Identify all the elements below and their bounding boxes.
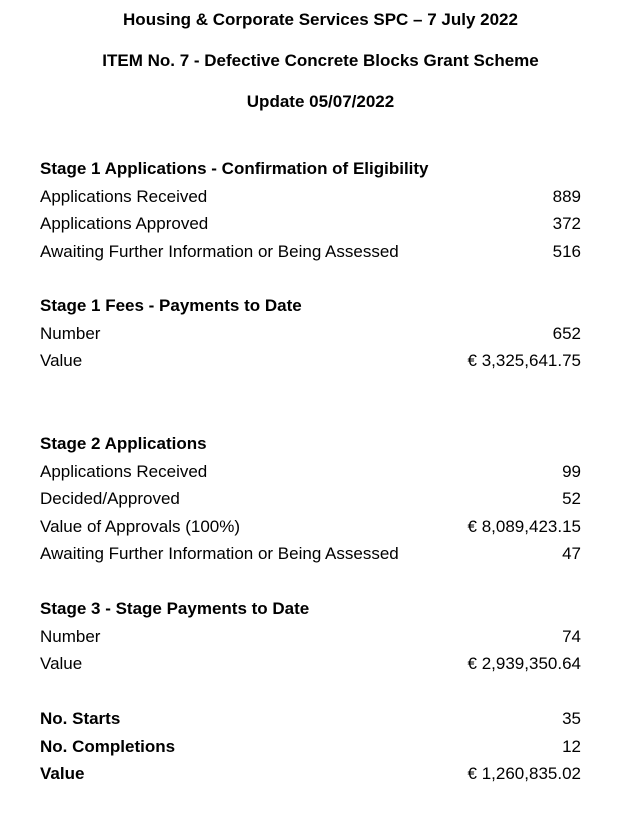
table-row — [40, 210, 581, 238]
row-value: € 1,260,835.02 — [467, 764, 581, 783]
stage1-fees-section — [40, 292, 581, 375]
row-value: 99 — [562, 461, 581, 481]
section-heading: Stage 1 Applications - Confirmation of Eligibility — [40, 159, 429, 178]
table-row — [40, 320, 581, 348]
row-label: Value of Approvals (100%) — [40, 516, 241, 536]
row-value: € 3,325,641.75 — [467, 351, 581, 370]
row-label: Applications Received — [40, 186, 208, 206]
row-value: 47 — [562, 544, 581, 563]
table-row — [40, 238, 581, 266]
row-value: € 2,939,350.64 — [467, 654, 581, 673]
update-date: Update 05/07/2022 — [246, 92, 395, 111]
row-value: 889 — [552, 186, 581, 206]
row-label: No. Starts — [40, 709, 121, 728]
row-label: Number — [40, 323, 101, 343]
item-title: ITEM No. 7 - Defective Concrete Blocks Grant Scheme — [102, 51, 539, 70]
row-value: 652 — [552, 323, 581, 343]
table-row — [40, 458, 581, 486]
row-value: 52 — [562, 489, 581, 508]
row-label: Awaiting Further Information or Being Assessed — [40, 241, 399, 261]
row-label: Awaiting Further Information or Being Assessed — [40, 544, 399, 563]
stage3-payments-section — [40, 595, 581, 678]
table-row — [40, 760, 581, 788]
section-heading: Stage 2 Applications — [40, 434, 207, 453]
row-label: Number — [40, 626, 101, 646]
row-value: 74 — [562, 626, 581, 646]
row-label: No. Completions — [40, 736, 176, 756]
table-row — [40, 623, 581, 651]
row-label: Value — [40, 351, 83, 370]
row-value: € 8,089,423.15 — [467, 516, 581, 536]
stage2-applications-section — [40, 430, 581, 568]
document-title: Housing & Corporate Services SPC – 7 July 2022 — [123, 10, 518, 29]
row-value: 12 — [562, 736, 581, 756]
row-value: 516 — [552, 241, 581, 261]
row-label: Value — [40, 654, 83, 673]
table-row — [40, 540, 581, 568]
row-label: Decided/Approved — [40, 489, 180, 508]
table-row — [40, 705, 581, 733]
summary-section — [40, 705, 581, 788]
row-value: 35 — [562, 709, 581, 728]
section-heading: Stage 1 Fees - Payments to Date — [40, 296, 302, 315]
section-heading: Stage 3 - Stage Payments to Date — [40, 599, 310, 618]
table-row — [40, 513, 581, 541]
row-value: 372 — [552, 214, 581, 233]
table-row — [40, 650, 581, 678]
table-row — [40, 485, 581, 513]
table-row — [40, 347, 581, 375]
row-label: Value — [40, 764, 85, 783]
row-label: Applications Approved — [40, 214, 209, 233]
row-label: Applications Received — [40, 461, 208, 481]
table-row — [40, 733, 581, 761]
stage1-applications-section — [40, 155, 581, 265]
table-row — [40, 183, 581, 211]
